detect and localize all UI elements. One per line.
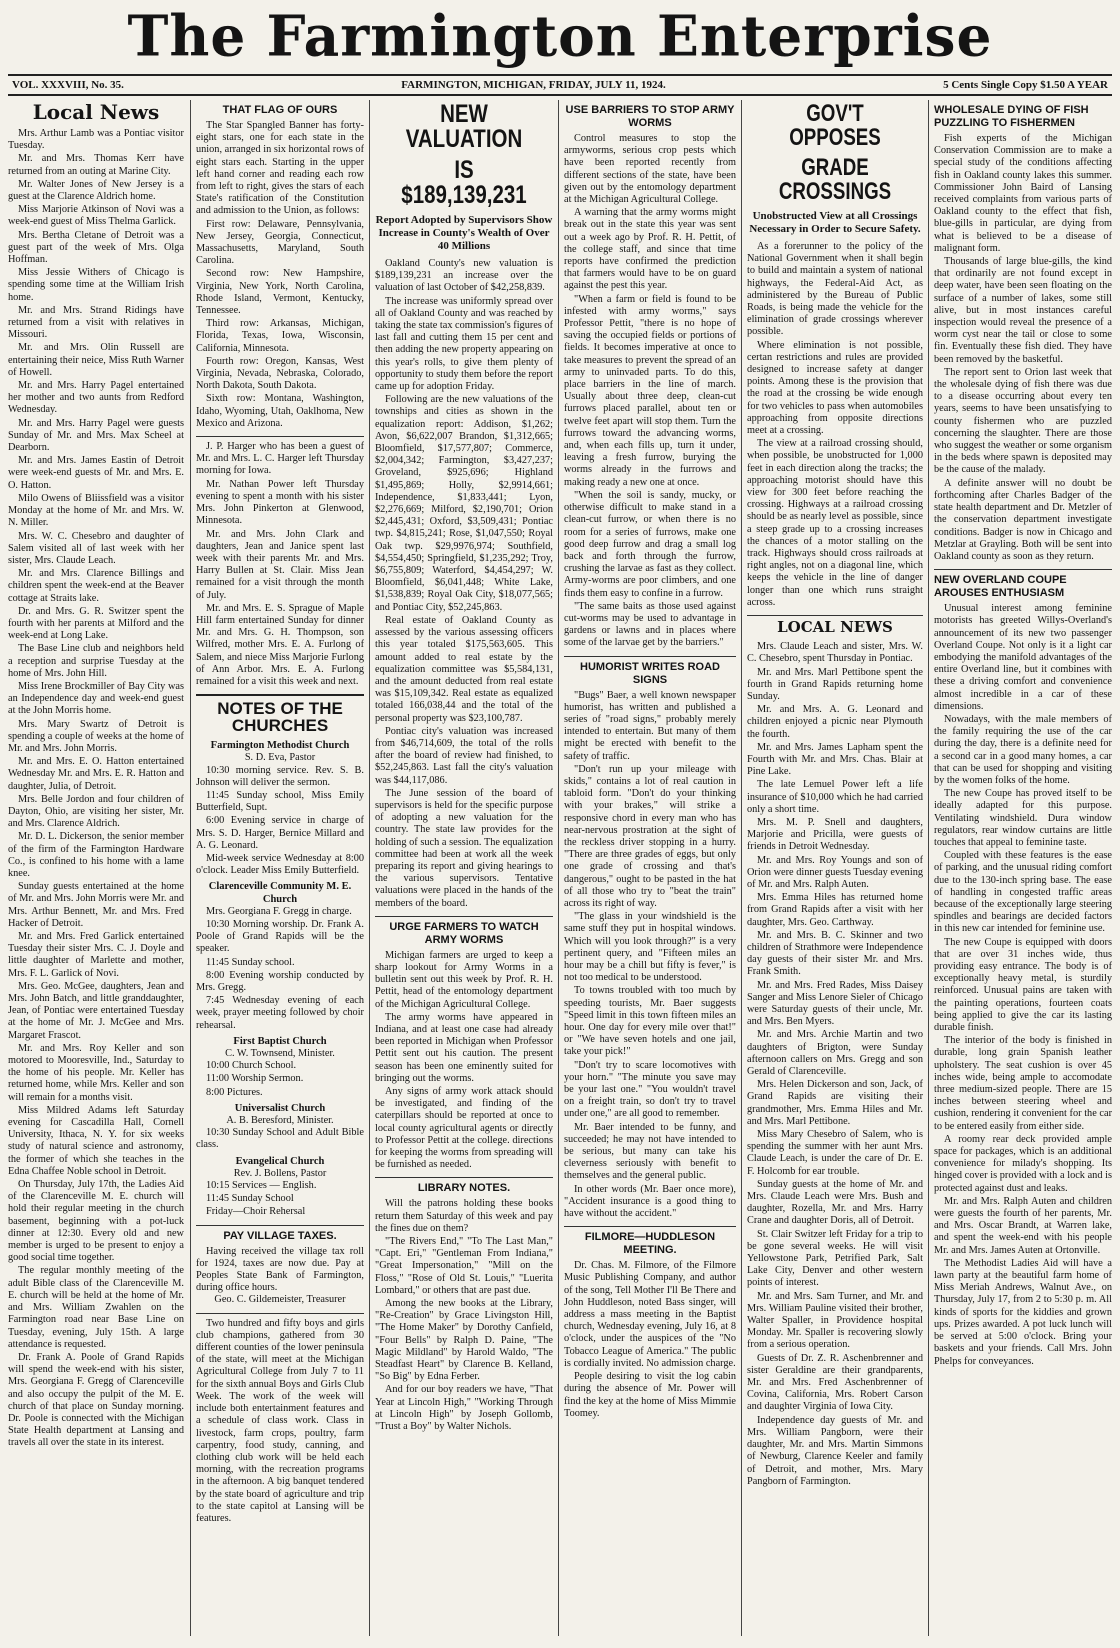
paragraph: Mr. and Mrs. E. S. Sprague of Maple Hill farm entertained Sunday for dinner Mr. and Mrs. G. H. Thompson, son Wilfred, mother Mrs. E. A. Furlong of Salem, and niece Miss Marjorie Furlong of Ann Arbor. Mrs. E. A. Furlong remained for a visit this week and next. (196, 602, 364, 687)
army-urge-heading: URGE FARMERS TO WATCH ARMY WORMS (389, 920, 539, 946)
column-flag-churches (196, 100, 364, 1636)
masthead (8, 2, 1112, 69)
paragraph: Mr. and Mrs. Roy Keller and son motored to Mooresville, Ind., Saturday to the home of his people. Mr. Keller has returned home, while Mrs. Keller and son will remain for a months visit. (8, 1042, 184, 1103)
paragraph: The new Coupe is equipped with doors that are over 31 inches wide, thus providing easy entrance. The body is of exceptionally heavy metal, is sturdily reinforced. Unusual pains are taken with the painting operations, fourteen coats being applied to give the car its lasting durable finish. (934, 936, 1112, 1034)
paragraph: "Don't run up your mileage with skids," contains a lot of real caution in tabloid form. "Don't do your thinking with your brakes," will strike a responsive chord in every man who has near-nervous prostration at the sight of the reckless driver stopping in a hurry. "There are three grades of eggs, but only one grade of crossing and that's dangerous," ought to be pasted in the hat of all those who try to "beat the train" across its right of way. (564, 763, 736, 909)
paragraph: Independence day guests of Mr. and Mrs. William Pangborn, were their daughter, Mr. and Mrs. Martin Simmons of Newburg, Clarence Keeler and family of Detroit, and mother, Mrs. Mary Pangborn of Farmington. (747, 1414, 923, 1487)
paragraph: Fourth row: Oregon, Kansas, West Virginia, Nevada, Nebraska, Colorado, North Dakota, South Dakota. (196, 355, 364, 392)
humorist-article (564, 690, 736, 1221)
paragraph: Mr. and Mrs. Harry Pagel entertained her mother and two aunts from Redford Wednesday. (8, 380, 184, 416)
paragraph: Mr. and Mrs. Strand Ridings have returned from a visit with relatives in Missouri. (8, 304, 184, 341)
price: 5 Cents Single Copy $1.50 A YEAR (943, 79, 1108, 91)
paragraph: Dr. Chas. M. Filmore, of the Filmore Music Publishing Company, and author of the song, Tell Mother I'll Be There and John Huddleson, noted Bass singer, will address a mass meeting in the Baptist church, Wednesday evening, July 16, at 8 o'clock, under the auspices of the "No Tobacco League of America." The public is cordially invited. No admission charge. (564, 1260, 736, 1369)
paragraph: The increase was uniformly spread over all of Oakland County and was reached by taking the state tax commission's figures of last fall and cutting them 15 per cent and then adding the new property appearing on this year's rolls, to give them plenty of opportunity to study them before the report came up for adoption Friday. (375, 295, 553, 393)
paragraph: Mrs. Geo. McGee, daughters, Jean and Mrs. John Batch, and little granddaughter, Jean, of Pontiac were entertained Tuesday at the home of Mr. J. McGee and Mrs. Margaret Frascot. (8, 980, 184, 1041)
crossings-heading-1: GOV'T OPPOSES (789, 100, 881, 151)
paragraph: The Star Spangled Banner has forty-eight stars, one for each state in the union, arranged in six horizontal rows of eight stars each. Starting in the upper left hand corner and reading each row from left to right, gives the stars of each State's ratification of the Constitution and admission to the Union, as follows: (196, 120, 364, 217)
paragraph: Third row: Arkansas, Michigan, Florida, Texas, Iowa, Wisconsin, California, Minnesota. (196, 318, 364, 354)
paragraph: Mrs. Claude Leach and sister, Mrs. W. C. Chesebro, spent Thursday in Pontiac. (747, 641, 923, 665)
clarenceville-schedule (196, 906, 364, 1032)
paragraph: Mr. and Mrs. Olin Russell are entertaining their neice, Miss Ruth Warner of Howell. (8, 342, 184, 378)
baptist-schedule (196, 1060, 364, 1099)
paragraph: The June session of the board of supervisors is held for the specific purpose of adopting a new valuation for the country. The state law provides for the holding of such a session. The equalization committee had been at work all the week preparing its report and giving hearings to the various supervisors. Tentative valuations were placed in the hands of the members of the board. (375, 787, 553, 909)
divider (934, 569, 1112, 570)
boys-girls-article: Two hundred and fifty boys and girls club champions, gathered from 30 different counties of the lower peninsula of the state, will meet at the Michigan Agricultural College from July 7 to 11 for the sixth annual Boys and Girls Club Week. The work of the week will include both entertainment features and a schedule of class work. Class in livestock, farm crops, poultry, farm carpentry, food study, canning, and clothing club work will be held each morning, with the recreation programs in the afternoon. A big banquet tendered by the state board of agriculture and trip to the state capitol at Lansing will be features. (196, 1317, 364, 1524)
paragraph: The interior of the body is finished in durable, long grain Spanish leather upholstery. The seat cushion is over 45 inches wide, being ample to accomodate three medium-sized people. There are 15 inches between steering wheel and cushion, rendering it convenient for the car to be entered easily from either side. (934, 1035, 1112, 1132)
flag-locals (196, 441, 364, 688)
paragraph: 10:15 Services — English. (206, 1180, 317, 1192)
paragraph: Mrs. M. P. Snell and daughters, Marjorie and Pricilla, were guests of friends in Detroit Wednesday. (747, 816, 923, 853)
column-rule (741, 100, 742, 1636)
paragraph: Unusual interest among feminine motorists has greeted Willys-Overland's announcement of its new two passenger Overland Coupe. Not only is it a light car embodying the manifold advantages of the entire Overland line, but it combines with these a driving comfort and convenience almost incredible in a car of these dimensions. (934, 603, 1112, 712)
paragraph: Dr. Frank A. Poole of Grand Rapids will spend the week-end with his sister, Mrs. Georgiana F. Gregg of Clarenceville and also occupy the pulpit of the M. E. church of that place on Sunday morning. Dr. Poole is connected with the Michigan State Health department at Lansing and travels all over the state in its interest. (8, 1351, 184, 1449)
library-heading: LIBRARY NOTES. (417, 1182, 511, 1195)
paragraph: Miss Mildred Adams left Saturday evening for Cascadilla Hall, Cornell University, Ithaca, N. Y. for six weeks study of natural science and astronomy, the former of which she teaches in the Edna Chaffee Noble school in Detroit. (8, 1104, 184, 1177)
crossings-article (747, 241, 923, 609)
valuation-heading-1: NEW VALUATION (405, 100, 523, 153)
paragraph: The Base Line club and neighbors held a reception and surprise Tuesday at the home of Mrs. John Hill. (8, 643, 184, 679)
universalist-minister: A. B. Beresford, Minister. (226, 1115, 334, 1127)
paragraph: 10:30 morning service. Rev. S. B. Johnson will deliver the sermon. (196, 764, 364, 788)
paragraph: 8:00 Pictures. (206, 1086, 263, 1098)
paragraph: Miss Mary Chesebro of Salem, who is spending the summer with her aunt Mrs. Claude Leach, is under the care of Dr. E. F. Holcomb for ear trouble. (747, 1129, 923, 1177)
baptist-minister: C. W. Townsend, Minister. (225, 1048, 335, 1060)
flag-article (196, 120, 364, 430)
column-crossings (747, 100, 923, 1636)
paragraph: Mr. Baer intended to be funny, and succeeded; he may not have intended to be serious, but many can take his cleverness seriously with benefit to themselves and the general public. (564, 1121, 736, 1182)
paragraph: 11:45 Sunday School (206, 1193, 294, 1205)
paragraph: A definite answer will no doubt be forthcoming after Charles Badger of the state health department and Dr. Metzler of the conservation department investigate conditions. Badger is now in Chicago and Metzlar at Grayling. Both will be sent into Oakland county as soon as they return. (934, 477, 1112, 562)
paragraph: The new Coupe has proved itself to be ideally adapted for this purpose. Ventilating windshield. Dura window regulators, rear window curtains are little touches that appeal to feminine taste. (934, 788, 1112, 848)
paragraph: Fish experts of the Michigan Conservation Commission are to make a special study of the conditions affecting fish in Oakland county lakes this summer. Commissioner John Baird of Lansing received complaints from various parts of Oakland county to the effect that fish, blue-gills in particular, are dying from what is believed to be a disease of malignant form. (934, 133, 1112, 254)
paragraph: Mr. and Mrs. Thomas Kerr have returned from an outing at Marine City. (8, 153, 184, 177)
paragraph: Mr. and Mrs. Ralph Auten and children were guests the fourth of her parents, Mr. and Mrs. Oscar Brandt, at Warren lake, and spent the week-end with his people Mr. and Mrs. James Auten at Ortonville. (934, 1195, 1112, 1256)
paragraph: First row: Delaware, Pennsylvania, New Jersey, Georgia, Connecticut, Massachusetts, Maryland, South Carolina. (196, 218, 364, 267)
paragraph: Sixth row: Montana, Washington, Idaho, Wyoming, Utah, Oaklhoma, New Mexico and Arizona. (196, 393, 364, 429)
divider (564, 656, 736, 657)
paragraph: Mr. and Mrs. Archie Martin and two daughters of Brigton, were Sunday afternoon callers on Mrs. Gregg and son Gerald of Clarenceville. (747, 1029, 923, 1077)
paragraph: Following are the new valuations of the townships and cities as shown in the equalization report: Addison, $1,262; Avon, $6,622,007 Brandon, $1,312,665; Bloomfield, $17,577,807; Commerce, $2,004,342; Farmington, $3,427,237; Groveland, $925,696; Highland $1,495,869; Holly, $2,9914,661; Independence, $1,833,441; Lyon, $2,276,669; Milford, $2,190,701; Orion $2,445,431; Oxford, $3,509,431; Pontiac twp. $4,815,241; Rose, $1,047,550; Royal Oak twp. $29,9976,974; Southfield, $4,554,450; Springfield, $1,235,292; Troy, $6,755,809; Waterford, $4,454,297; W. Bloomfield, $6,041,448; White Lake, $1,538,839; Royal Oak City, $18,077,565; and Pontiac City, $52,245,863. (375, 394, 553, 613)
paragraph: 11:00 Worship Sermon. (206, 1073, 304, 1085)
paragraph: Friday—Choir Rehersal (206, 1206, 306, 1218)
divider (375, 916, 553, 917)
paragraph: Miss Jessie Withers of Chicago is spending some time at the William Irish home. (8, 267, 184, 303)
paragraph: 10:30 Sunday School and Adult Bible class. (196, 1127, 364, 1151)
paragraph: Any signs of army work attack should be investigated, and finding of the caterpillars should be reported at once to local county agricultural agents or directly to Professor Pettit at the college. directions for keeping the worms from spreading will be furnished as needed. (375, 1086, 553, 1171)
paragraph: "The Rivers End," "To The Last Man," "Capt. Eri," "Gentleman From Indiana," "Great Impersonation," "Mill on the Floss," "Rose of Old St. Louis," "Luerita Lombard," or others that are past due. (375, 1236, 553, 1296)
paragraph: Mr. and Mrs. B. C. Skinner and two children of Strathmore were Independence day guests of their sister Mr. and Mrs. Frank Smith. (747, 929, 923, 978)
newspaper-title: The Farmington Enterprise (127, 2, 993, 69)
crossings-deck: Unobstructed View at all Crossings Necessary in Order to Secure Safety. (749, 210, 921, 235)
paragraph: 6:00 Evening service in charge of Mrs. S. D. Harger, Bernice Millard and A. G. Leonard. (196, 815, 364, 851)
paragraph: The Methodist Ladies Aid will have a lawn party at the beautiful farm home of Miss Meriah Andrews, Walnut Ave., on Thursday, July 17, from 2 to 5:30 p. m. All kinds of sports for the kiddies and grown ups. Prizes awarded. A pot luck lunch will be served at 5:00 o'clock. Bring your baskets and your friends. Call Mrs. John Phelps for conveyances. (934, 1257, 1112, 1367)
paragraph: J. P. Harger who has been a guest of Mr. and Mrs. L. C. Harger left Thursday morning for Iowa. (196, 441, 364, 477)
paragraph: "Don't try to scare locomotives with your horn." "The minute you save may be your last one." "You wouldn't travel on a freight train, so don't try to travel under one," are all good to remember. (564, 1059, 736, 1120)
barriers-article (564, 133, 736, 650)
evangelical-pastor: Rev. J. Bollens, Pastor (233, 1167, 327, 1179)
paragraph: Dr. and Mrs. G. R. Switzer spent the fourth with her parents at Milford and the week-end at Long Lake. (8, 605, 184, 642)
column-valuation (375, 100, 553, 1636)
paragraph: Thousands of large blue-gills, the kind that ordinarily are not found except in deep water, have been seen floating on the surface of a number of lakes, some still alive, but in most instances careful inspection would reveal the presence of a worm cyst near the tail or close to some fin. Eventually these fish died. They have been removed by the basketful. (934, 256, 1112, 365)
paragraph: Real estate of Oakland County as assessed by the various assessing officers this year totaled $175,563,605. This amount added to real estate by the equalization committee was $5,584,131, and the amount deducted from real estate was $15,109,342. Real estate as equalized totaled 166,038,44 and the total of the personal property was $23,100,787. (375, 614, 553, 724)
paragraph: Mrs. Arthur Lamb was a Pontiac visitor Tuesday. (8, 128, 184, 152)
column-local-news (8, 100, 184, 1636)
clarenceville-church-name: Clarenceville Community M. E. Church (208, 881, 352, 905)
paragraph: Mr. and Mrs. Fred Rades, Miss Daisey Sanger and Miss Lenore Sieler of Chicago were Saturday guests of their uncle, Mr. and Mrs. Ben Myers. (747, 979, 923, 1028)
paragraph: Second row: New Hampshire, Virginia, New York, North Carolina, Rhode Island, Vermont, Kentucky, Tennessee. (196, 268, 364, 317)
paragraph: Mr. and Mrs. Sam Turner, and Mr. and Mrs. William Pauline visited their brother, Walter Spaller, in Providence hospital Monday. Mr. Spaller is recovering slowly from a serious operation. (747, 1290, 923, 1351)
churches-heading: NOTES OF THE CHURCHES (196, 694, 364, 734)
paragraph: Miss Marjorie Atkinson of Novi was a week-end guest of Miss Thelma Garlick. (8, 204, 184, 228)
divider (564, 1226, 736, 1227)
paragraph: Michigan farmers are urged to keep a sharp lookout for Army Worms in a bulletin sent out this week by Prof. R. H. Pettit, head of the entomology department of the Michigan Agricultural College. (375, 949, 553, 1010)
paragraph: Mr. and Mrs. Harry Pagel were guests Sunday of Mr. and Mrs. Max Scheel at Dearborn. (8, 417, 184, 454)
filmore-article (564, 1260, 736, 1420)
paragraph: And for our boy readers we have, "That Year at Lincoln High," "Working Through at Lincoln High" by Joseph Gollomb, "Trust a Boy" by Walter Nichols. (375, 1384, 553, 1433)
paragraph: 10:00 Church School. (206, 1060, 297, 1072)
divider (196, 1225, 364, 1226)
newspaper-page (8, 4, 1112, 1640)
paragraph: Mr. and Mrs. A. G. Leonard and children enjoyed a picnic near Plymouth the fourth. (747, 704, 923, 740)
paragraph: Guests of Dr. Z. R. Aschenbrenner and sister Geraldine are their grandparents, Mr. and Mrs. Fred Aschenbrenner of Covina, California, Mrs. Robert Carson and daughter Virginia of Iowa City. (747, 1352, 923, 1413)
valuation-deck: Report Adopted by Supervisors Show Increase in County's Wealth of Over 40 Millions (375, 214, 553, 252)
paragraph: Mr. and Mrs. Roy Youngs and son of Orion were dinner guests Tuesday evening of Mr. and Mrs. Ralph Auten. (747, 854, 923, 890)
local-news-heading: Local News (32, 100, 160, 124)
paragraph: On Thursday, July 17th, the Ladies Aid of the Clarenceville M. E. church will hold their regular meeting in the church basement, beginning with a pot-luck dinner at 12:30. Every old and new member is urged to be present to enjoy a good social time together. (8, 1179, 184, 1264)
paragraph: In other words (Mr. Baer once more), "Accident insurance is a good thing to have without the accident." (564, 1183, 736, 1220)
paragraph: Where elimination is not possible, certan restrictions and rules are provided designed to increase safety at danger points. Among these is the provision that the road at the crossing be wide enough for two vehicles to pass when automobiles approaching from opposite directions meet at a crossing. (747, 339, 923, 437)
fish-heading: WHOLESALE DYING OF FISH PUZZLING TO FISHERMEN (934, 104, 1089, 129)
volume-number: VOL. XXXVIII, No. 35. (12, 79, 124, 91)
taxes-signed: Geo. C. Gildemeister, Treasurer (214, 1294, 346, 1306)
methodist-schedule (196, 765, 364, 878)
divider (375, 1177, 553, 1178)
divider (747, 615, 923, 616)
paragraph: People desiring to visit the log cabin during the absence of Mr. Power will find the key at the home of Miss Mimmie Toomey. (564, 1371, 736, 1419)
library-article (375, 1198, 553, 1433)
columns (8, 100, 1112, 1636)
paragraph: The view at a railroad crossing should, when possible, be unobstructed for 1,000 feet in each direction along the tracks; the approaching motorist should have this view for 300 feet before reaching the crossing. Highways at a railroad crossing should be as nearly level as possible, since a steep grade up to a crossing increases the chances of a motor stalling on the track. Highways should cross railroads at right angles, not on a diagonal line, which keeps the vehicle in the line of danger longer than one which runs straight across. (747, 438, 923, 608)
paragraph: "When the soil is sandy, mucky, or otherwise difficult to make stand in a clean-cut furrow, or when there is no room for a series of furrows, make one good deep furrow and drag a small log back and forth through the furrow, crushing the larvae as fast as they collect. Army-worms are poor climbers, and one finds them easy to confine in a furrow. (564, 489, 736, 599)
paragraph: Coupled with these features is the ease of parking, and the unusual riding comfort due to the 130-inch spring base. The ease of handling in congested traffic areas because of the exceptionally large steering spindles and bearings are decided factors in this new car intended for feminine use. (934, 850, 1112, 935)
valuation-article (375, 258, 553, 910)
paragraph: 7:45 Wednesday evening of each week, prayer meeting followed by choir rehearsal. (196, 995, 364, 1031)
paragraph: "The glass in your windshield is the same stuff they put in hospital windows. Which will you look through?" is a very pertinent query, and "Fifteen miles an hour may be a chill but fifty is fever," is not too medical to be understood. (564, 911, 736, 984)
overland-heading: NEW OVERLAND COUPE AROUSES ENTHUSIASM (934, 574, 1067, 600)
paragraph: Pontiac city's valuation was increased from $46,714,609, the total of the rolls after the board of review had finished, to $52,245,863. Last fall the city's valuation was $44,117,086. (375, 725, 553, 786)
paragraph: Mrs. Belle Jordon and four children of Dayton, Ohio, are visiting her sister, Mr. and Mrs. Clarence Aldrich. (8, 793, 184, 830)
paragraph: Mr. D. L. Dickerson, the senior member of the firm of the Farmington Hardware Co., is confined to his home with a lame knee. (8, 831, 184, 879)
paragraph: Mr. and Mrs. Clarence Billings and children spent the week-end at the Beaver cottage at Straits lake. (8, 568, 184, 604)
paragraph: Mr. and Mrs. Marl Pettibone spent the fourth in Grand Rapids returning home Sunday. (747, 666, 923, 702)
paragraph: The regular monthly meeting of the adult Bible class of the Clarenceville M. E. church will be held at the home of Mr. and Mrs. William Zwahlen on the Farmington road near Base Line on Tuesday, evening, July 15th. A large attendance is requested. (8, 1265, 184, 1350)
paragraph: Mrs. Mary Swartz of Detroit is spending a couple of weeks at the home of Mr. and Mrs. John Morris. (8, 718, 184, 754)
paragraph: Mr. and Mrs. Fred Garlick entertained Tuesday their sister Mrs. C. J. Doyle and little daughter of Marlette and mother, Mrs. F. L. Garlick of Novi. (8, 931, 184, 979)
column-rule (558, 100, 559, 1636)
local-news-2-heading: LOCAL NEWS (777, 618, 893, 637)
paragraph: 8:00 Evening worship conducted by Mrs. Gregg. (196, 969, 364, 993)
baptist-church-name: First Baptist Church (233, 1035, 327, 1047)
methodist-church-name: Farmington Methodist Church (210, 740, 350, 752)
publication-date: FARMINGTON, MICHIGAN, FRIDAY, JULY 11, 1924. (401, 79, 666, 91)
valuation-heading-2: IS $189,139,231 (401, 156, 527, 209)
paragraph: "The same baits as those used against cut-worms may be used to advantage in gardens or lawns and in places where some of the larvae get by the barriers." (564, 600, 736, 649)
taxes-body: Having received the village tax roll for 1924, taxes are now due. Pay at Peoples State Bank of Farmington, during office hours. (196, 1245, 364, 1294)
methodist-pastor: S. D. Eva, Pastor (244, 752, 316, 764)
paragraph: Mid-week service Wednesday at 8:00 o'clock. Leader Miss Emily Butterfield. (196, 852, 364, 877)
divider (196, 436, 364, 437)
paragraph: To towns troubled with too much by speeding tourists, Mr. Baer suggests "Speed limit in this town fifteen miles an hour. One day for every mile over that!" or "We have seven hotels and one jail, take your pick!" (564, 985, 736, 1058)
paragraph: Control measures to stop the armyworms, serious crop pests which have been reported recently from different sections of the state, have been given out by the entomology department at the Michigan Agricultural College. (564, 133, 736, 206)
column-rule (369, 100, 370, 1636)
army-urge-article (375, 950, 553, 1172)
paragraph: The army worms have appeared in Indiana, and at least one case had already been reported in Michigan when Professor Pettit sent out his caution. The present season has been one eminently suited for bringing out the worms. (375, 1011, 553, 1084)
paragraph: Will the patrons holding these books return them Saturday of this week and pay the fines due on them? (375, 1198, 553, 1234)
paragraph: 11:45 Sunday school, Miss Emily Butterfield, Supt. (196, 789, 364, 814)
column-rule (928, 100, 929, 1636)
divider (196, 1313, 364, 1314)
paragraph: The report sent to Orion last week that the wholesale dying of fish there was due to a disease occurring about every ten years, seems to have been unsatisfying to county fishermen who are puzzled concerning the slaughter. There are those who suggest the weather or some organism in the beds where spawn is deposited may be the cause of the malady. (934, 366, 1112, 476)
evangelical-church-name: Evangelical Church (235, 1155, 325, 1167)
barriers-heading: USE BARRIERS TO STOP ARMY WORMS (565, 104, 735, 129)
paragraph: Mrs. W. C. Chesebro and daughter of Salem visited all of last week with her sister, Mrs. Claude Leach. (8, 530, 184, 566)
flag-heading: THAT FLAG OF OURS (222, 104, 338, 116)
crossings-heading-2: GRADE CROSSINGS (778, 154, 892, 205)
paragraph: Mr. Walter Jones of New Jersey is a guest at the Clarence Aldrich home. (8, 178, 184, 203)
paragraph: Milo Owens of Bliissfield was a visitor Monday at the home of Mr. and Mrs. W. N. Miller. (8, 492, 184, 529)
paragraph: 11:45 Sunday school. (206, 956, 295, 968)
filmore-heading: FILMORE—HUDDLESON MEETING. (584, 1231, 716, 1257)
paragraph: "When a farm or field is found to be infested with army worms," says Professor Pettit, "there is no hope of saving the occupied fields or portions of fields. It becomes imperative at once to take measures to prevent the spread of an army to uninvaded parts. To do this, place barriers in the line of march. Usually about three deep, clean-cut furrows placed parallel, about ten or twelve feet apart will stop them. Turn the furrows toward the advancing worms, and, when each fills up, turn it under, leaving a fresh furrow, burying the worms already in the furrows and making ready a new one at once. (564, 293, 736, 488)
paragraph: Mrs. Bertha Cletane of Detroit was a guest part of the week of Mrs. Olga Hoffman. (8, 229, 184, 266)
column-fish-overland (934, 100, 1112, 1636)
paragraph: Mr. and Mrs. John Clark and daughters, Jean and Janice spent last week with their parents Mr. and Mrs. Harry Bullen at St. Clair. Miss Jean remained for a visit through the month of July. (196, 528, 364, 601)
universalist-church-name: Universalist Church (234, 1102, 326, 1114)
paragraph: A roomy rear deck provided ample space for packages, which is an additional convenience for milady's shopping. Its hinged cover is provided with a lock and is protected against dust and leaks. (934, 1133, 1112, 1194)
paragraph: Sunday guests at the home of Mr. and Mrs. Claude Leach were Mrs. Bush and daughter, Rozella, Mr. and Mrs. Harry Crane and daughter Doris, all of Detroit. (747, 1178, 923, 1227)
paragraph: Oakland County's new valuation is $189,139,231 an increase over the valuation of last October of $42,258,839. (375, 258, 553, 294)
universalist-schedule (196, 1127, 364, 1151)
paragraph: As a forerunner to the policy of the National Government when it shall begin to build and maintain a system of national highways, the Federal-Aid Act, as administered by the Bureau of Public Roads, is being made the vehicle for the elimination of grade crossings wherever possible. (747, 241, 923, 338)
paragraph: St. Clair Switzer left Friday for a trip to be gone several weeks. He will visit Yellowstone Park, Petrified Park, Salt Lake City, Denver and other western points of interest. (747, 1228, 923, 1289)
paragraph: Mr. Nathan Power left Thursday evening to spent a month with his sister Mrs. John Pinkerton at Glenwood, Minnesota. (196, 478, 364, 527)
paragraph: "Bugs" Baer, a well known newspaper humorist, has written and published a series of "road signs," probably merely intended to entertain. But many of them might be erected with benefit to the safety of traffic. (564, 689, 736, 762)
paragraph: Mrs. Georgiana F. Gregg in charge. (206, 905, 352, 917)
paragraph: Among the new books at the Library, "Re-Creation" by Grace Livingston Hill, "The Home Maker" by Dorothy Canfield, "Four Bells" by Ralph D. Paine, "The Magic Mildland" by Harold Waldo, "The Steadfast Heart" by Clarence B. Kelland, "So Big" by Edna Ferber. (375, 1298, 553, 1383)
paragraph: Mr. and Mrs. James Eastin of Detroit were week-end guests of Mr. and Mrs. E. O. Hatton. (8, 455, 184, 491)
paragraph: Mr. and Mrs. James Lapham spent the Fourth with Mr. and Mrs. Chas. Blair at Pine Lake. (747, 741, 923, 778)
overland-article (934, 603, 1112, 1368)
paragraph: The late Lemuel Power left a life insurance of $10,000 which he had carried only a short time. (747, 779, 923, 815)
fish-article (934, 133, 1112, 563)
paragraph: A warning that the army worms might break out in the state this year was sent out a week ago by Prof. R. H. Pettit, of the college staff, and since that time reports have confirmed the prediction that farmers would have to be on guard against the pest this year. (564, 207, 736, 292)
paragraph: 10:30 Morning worship. Dr. Frank A. Poole of Grand Rapids will be the speaker. (196, 918, 364, 955)
taxes-heading: PAY VILLAGE TAXES. (223, 1229, 337, 1242)
paragraph: Mr. and Mrs. E. O. Hatton entertained Wednesday Mr. and Mrs. E. R. Hatton and daughter, Julia, of Detroit. (8, 756, 184, 792)
local-news-2-list (747, 641, 923, 1488)
paragraph: Mrs. Emma Hiles has returned home from Grand Rapids after a visit with her daughter, Mrs. Geo. Carthway. (747, 892, 923, 928)
paragraph: Nowadays, with the male members of the family requiring the use of the car during the day, there is a definite need for a second car in a good many homes, a car that can be used for shopping and visiting by the women folks of the home. (934, 713, 1112, 786)
column-rule (190, 100, 191, 1636)
column-army-worms (564, 100, 736, 1636)
evangelical-schedule (196, 1180, 364, 1219)
paragraph: Mrs. Helen Dickerson and son, Jack, of Grand Rapids are visiting their grandmother, Mrs. Emma Hiles and Mr. and Mrs. Marl Pettibone. (747, 1079, 923, 1127)
dateline-bar (8, 74, 1112, 96)
paragraph: Sunday guests entertained at the home of Mr. and Mrs. John Morris were Mr. and Mrs. Arthur Bennett, Mr. and Mrs. Fred Hacker of Detroit. (8, 881, 184, 929)
paragraph: Miss Irene Brockmiller of Bay City was an Independence day and week-end guest at the John Morris home. (8, 680, 184, 717)
humorist-heading: HUMORIST WRITES ROAD SIGNS (580, 660, 720, 686)
local-news-list (8, 128, 184, 1450)
